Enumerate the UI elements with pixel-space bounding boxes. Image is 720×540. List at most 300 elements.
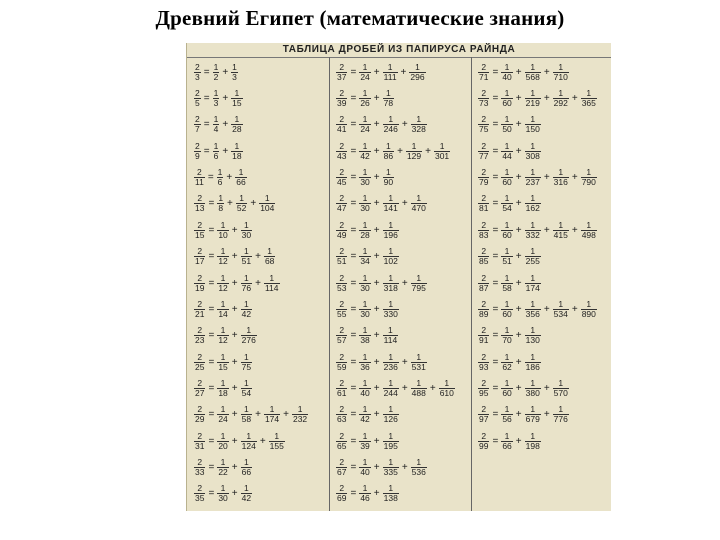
numerator: 1: [504, 246, 510, 257]
denominator: 24: [218, 414, 228, 425]
unit-fraction: [241, 432, 257, 451]
numerator: 1: [362, 167, 368, 178]
unit-fraction: [501, 353, 512, 372]
fraction-row: [477, 428, 611, 454]
fraction-row: [335, 454, 473, 480]
denominator: 56: [502, 414, 512, 425]
equals-sign: =: [350, 303, 357, 315]
equals-sign: =: [492, 145, 499, 157]
numerator: 1: [530, 140, 536, 151]
unit-fraction: [231, 142, 242, 161]
numerator: 1: [530, 219, 536, 230]
denominator: 30: [241, 229, 252, 240]
plus-sign: +: [515, 277, 522, 289]
numerator: 1: [362, 140, 368, 151]
denominator: 568: [525, 71, 540, 82]
plus-sign: +: [515, 172, 522, 184]
numerator: 2: [197, 272, 203, 283]
fraction-row: [193, 270, 331, 296]
plus-sign: +: [373, 382, 380, 394]
plus-sign: +: [222, 66, 229, 78]
unit-fraction: [269, 432, 285, 451]
plus-sign: +: [401, 356, 408, 368]
fraction-row: [335, 296, 473, 322]
numerator: 2: [339, 114, 345, 125]
fraction-lhs: [478, 405, 489, 424]
numerator: 1: [416, 351, 422, 362]
equals-sign: =: [208, 303, 215, 315]
fraction-row: [477, 323, 611, 349]
unit-fraction: [525, 379, 541, 398]
numerator: 1: [530, 88, 536, 99]
numerator: 1: [504, 88, 510, 99]
denominator: 29: [195, 414, 205, 425]
denominator: 3: [232, 71, 237, 82]
fraction-lhs: [194, 89, 201, 108]
numerator: 2: [195, 88, 200, 99]
fraction-lhs: [194, 405, 205, 424]
denominator: 44: [502, 150, 512, 161]
table-heading: ТАБЛИЦА ДРОБЕЙ ИЗ ПАПИРУСА РАЙНДА: [282, 44, 516, 55]
unit-fraction: [359, 115, 370, 134]
fraction-row: [477, 138, 611, 164]
plus-sign: +: [231, 251, 238, 263]
fraction-lhs: [194, 142, 201, 161]
plus-sign: +: [231, 488, 238, 500]
numerator: 1: [586, 298, 592, 309]
denominator: 86: [383, 150, 394, 161]
fraction-lhs: [478, 63, 489, 82]
plus-sign: +: [543, 303, 550, 315]
plus-sign: +: [515, 251, 522, 263]
denominator: 488: [411, 387, 426, 398]
denominator: 57: [337, 335, 347, 346]
fraction-row: [335, 375, 473, 401]
unit-fraction: [525, 432, 541, 451]
numerator: 1: [388, 193, 394, 204]
fraction-lhs: [336, 353, 347, 372]
numerator: 1: [362, 272, 368, 283]
plus-sign: +: [401, 382, 408, 394]
fraction-lhs: [336, 115, 347, 134]
empty-row: [477, 481, 611, 507]
equals-sign: =: [203, 145, 210, 157]
numerator: 2: [197, 351, 203, 362]
denominator: 41: [337, 124, 347, 135]
unit-fraction: [213, 89, 220, 108]
numerator: 1: [362, 351, 368, 362]
unit-fraction: [525, 300, 541, 319]
plus-sign: +: [373, 119, 380, 131]
numerator: 2: [339, 272, 345, 283]
numerator: 1: [362, 404, 368, 415]
fraction-row: [335, 481, 473, 507]
fraction-row: [193, 85, 331, 111]
fraction-row: [335, 244, 473, 270]
denominator: 15: [218, 361, 228, 372]
equals-sign: =: [492, 330, 499, 342]
denominator: 60: [502, 98, 512, 109]
plus-sign: +: [255, 409, 261, 421]
denominator: 219: [525, 98, 540, 109]
plus-sign: +: [373, 356, 380, 368]
unit-fraction: [217, 379, 228, 398]
fraction-row: [193, 112, 331, 138]
denominator: 37: [337, 71, 347, 82]
numerator: 1: [213, 140, 219, 151]
unit-fraction: [359, 168, 370, 187]
numerator: 1: [558, 219, 564, 230]
unit-fraction: [217, 432, 228, 451]
denominator: 21: [195, 308, 205, 319]
denominator: 70: [502, 335, 512, 346]
numerator: 1: [220, 377, 226, 388]
denominator: 27: [195, 387, 205, 398]
unit-fraction: [411, 379, 427, 398]
numerator: 1: [558, 404, 564, 415]
denominator: 186: [525, 361, 540, 372]
denominator: 5: [195, 98, 200, 109]
unit-fraction: [241, 353, 252, 372]
fraction-row: [193, 349, 331, 375]
numerator: 2: [197, 167, 202, 178]
fraction-lhs: [478, 300, 489, 319]
equals-sign: =: [208, 488, 215, 500]
unit-fraction: [236, 194, 247, 213]
numerator: 1: [264, 193, 270, 204]
denominator: 68: [264, 256, 275, 267]
fraction-row: [335, 85, 473, 111]
unit-fraction: [501, 115, 512, 134]
numerator: 1: [586, 88, 592, 99]
fraction-lhs: [336, 432, 347, 451]
plus-sign: +: [250, 198, 257, 210]
unit-fraction: [383, 458, 399, 477]
denominator: 90: [383, 177, 394, 188]
equals-sign: =: [208, 356, 215, 368]
numerator: 2: [339, 61, 345, 72]
denominator: 30: [360, 177, 370, 188]
unit-fraction: [411, 274, 427, 293]
fraction-column-2: [335, 59, 473, 507]
unit-fraction: [292, 405, 308, 424]
plus-sign: +: [227, 198, 233, 210]
unit-fraction: [259, 194, 275, 213]
numerator: 1: [269, 404, 275, 415]
numerator: 2: [339, 377, 345, 388]
unit-fraction: [231, 89, 242, 108]
fraction-row: [193, 323, 331, 349]
numerator: 1: [504, 377, 510, 388]
plus-sign: +: [231, 382, 238, 394]
denominator: 75: [479, 124, 489, 135]
numerator: 2: [195, 61, 200, 72]
fraction-lhs: [194, 300, 205, 319]
plus-sign: +: [515, 119, 522, 131]
denominator: 73: [479, 98, 489, 109]
equals-sign: =: [350, 409, 357, 421]
unit-fraction: [241, 247, 252, 266]
equals-sign: =: [208, 330, 215, 342]
numerator: 2: [481, 167, 487, 178]
equals-sign: =: [492, 198, 499, 210]
fraction-row: [335, 402, 473, 428]
denominator: 4: [213, 124, 219, 135]
unit-fraction: [359, 142, 370, 161]
denominator: 50: [502, 124, 512, 135]
numerator: 2: [481, 325, 487, 336]
equals-sign: =: [208, 224, 215, 236]
denominator: 87: [479, 282, 489, 293]
fraction-lhs: [336, 89, 347, 108]
unit-fraction: [501, 405, 512, 424]
equals-sign: =: [350, 198, 357, 210]
denominator: 114: [383, 335, 398, 346]
unit-fraction: [501, 168, 512, 187]
unit-fraction: [359, 379, 370, 398]
unit-fraction: [359, 300, 370, 319]
numerator: 2: [339, 193, 345, 204]
denominator: 66: [236, 177, 246, 188]
denominator: 679: [525, 414, 540, 425]
numerator: 2: [339, 246, 345, 257]
numerator: 1: [362, 298, 368, 309]
numerator: 1: [274, 430, 280, 441]
unit-fraction: [383, 353, 399, 372]
denominator: 470: [411, 203, 426, 214]
unit-fraction: [359, 405, 370, 424]
numerator: 1: [220, 457, 226, 468]
numerator: 2: [339, 167, 345, 178]
denominator: 61: [337, 387, 347, 398]
fraction-row: [335, 164, 473, 190]
numerator: 1: [234, 114, 240, 125]
plus-sign: +: [259, 435, 266, 447]
plus-sign: +: [515, 330, 522, 342]
fraction-lhs: [478, 379, 489, 398]
denominator: 35: [195, 493, 205, 504]
fraction-row: [193, 217, 331, 243]
numerator: 1: [530, 377, 536, 388]
equals-sign: =: [350, 66, 357, 78]
plus-sign: +: [515, 66, 522, 78]
numerator: 1: [243, 404, 249, 415]
numerator: 1: [416, 457, 422, 468]
unit-fraction: [241, 405, 252, 424]
unit-fraction: [501, 89, 512, 108]
fraction-row: [193, 59, 331, 85]
numerator: 1: [234, 88, 240, 99]
numerator: 1: [243, 246, 249, 257]
numerator: 1: [558, 377, 564, 388]
unit-fraction: [264, 247, 275, 266]
numerator: 1: [243, 377, 249, 388]
fraction-lhs: [194, 247, 205, 266]
unit-fraction: [359, 89, 370, 108]
unit-fraction: [217, 221, 228, 240]
unit-fraction: [383, 115, 399, 134]
plus-sign: +: [543, 382, 550, 394]
denominator: 45: [337, 177, 347, 188]
denominator: 795: [411, 282, 426, 293]
fraction-lhs: [478, 353, 489, 372]
numerator: 2: [339, 88, 345, 99]
plus-sign: +: [231, 224, 238, 236]
denominator: 15: [195, 229, 205, 240]
denominator: 58: [502, 282, 512, 293]
fraction-lhs: [478, 326, 489, 345]
denominator: 335: [383, 467, 398, 478]
numerator: 1: [246, 325, 252, 336]
denominator: 51: [337, 256, 347, 267]
numerator: 1: [388, 114, 394, 125]
fraction-lhs: [194, 274, 205, 293]
denominator: 570: [553, 387, 568, 398]
plus-sign: +: [373, 66, 380, 78]
numerator: 1: [362, 377, 368, 388]
numerator: 1: [504, 140, 510, 151]
unit-fraction: [235, 168, 246, 187]
denominator: 890: [581, 308, 596, 319]
denominator: 99: [479, 440, 489, 451]
unit-fraction: [411, 194, 427, 213]
fraction-lhs: [336, 326, 347, 345]
numerator: 2: [481, 193, 487, 204]
fraction-lhs: [336, 247, 347, 266]
unit-fraction: [383, 142, 394, 161]
plus-sign: +: [373, 488, 380, 500]
unit-fraction: [434, 142, 450, 161]
equals-sign: =: [350, 93, 357, 105]
denominator: 332: [525, 229, 540, 240]
plus-sign: +: [231, 277, 238, 289]
plus-sign: +: [543, 224, 550, 236]
denominator: 51: [502, 256, 512, 267]
numerator: 1: [243, 351, 249, 362]
numerator: 1: [388, 351, 394, 362]
numerator: 1: [504, 219, 510, 230]
fraction-lhs: [478, 221, 489, 240]
unit-fraction: [501, 379, 512, 398]
denominator: 49: [337, 229, 347, 240]
numerator: 1: [444, 377, 450, 388]
unit-fraction: [553, 405, 569, 424]
numerator: 1: [220, 351, 226, 362]
unit-fraction: [411, 458, 427, 477]
numerator: 1: [269, 272, 275, 283]
equals-sign: =: [208, 435, 215, 447]
numerator: 1: [243, 298, 249, 309]
plus-sign: +: [571, 224, 578, 236]
unit-fraction: [501, 432, 512, 451]
fraction-lhs: [336, 221, 347, 240]
denominator: 30: [360, 203, 370, 214]
denominator: 196: [383, 229, 398, 240]
denominator: 75: [241, 361, 252, 372]
numerator: 1: [558, 88, 564, 99]
numerator: 1: [530, 298, 536, 309]
denominator: 162: [525, 203, 540, 214]
denominator: 53: [337, 282, 347, 293]
plus-sign: +: [515, 356, 522, 368]
denominator: 195: [383, 440, 398, 451]
plus-sign: +: [515, 435, 522, 447]
denominator: 15: [232, 98, 242, 109]
numerator: 1: [220, 483, 226, 494]
unit-fraction: [383, 247, 399, 266]
equals-sign: =: [492, 435, 499, 447]
denominator: 129: [406, 150, 422, 161]
denominator: 20: [218, 440, 228, 451]
denominator: 380: [525, 387, 540, 398]
plus-sign: +: [515, 303, 522, 315]
numerator: 1: [362, 61, 368, 72]
unit-fraction: [553, 221, 569, 240]
denominator: 415: [553, 229, 568, 240]
numerator: 2: [481, 404, 487, 415]
numerator: 1: [220, 430, 226, 441]
denominator: 296: [410, 71, 425, 82]
unit-fraction: [217, 484, 228, 503]
numerator: 1: [220, 404, 226, 415]
fraction-row: [335, 349, 473, 375]
equals-sign: =: [203, 119, 210, 131]
numerator: 1: [362, 457, 368, 468]
unit-fraction: [406, 142, 422, 161]
numerator: 1: [362, 430, 368, 441]
denominator: 8: [218, 203, 224, 214]
fraction-row: [477, 402, 611, 428]
equals-sign: =: [350, 277, 357, 289]
denominator: 11: [195, 177, 204, 188]
unit-fraction: [217, 274, 228, 293]
fraction-row: [477, 191, 611, 217]
denominator: 42: [241, 308, 252, 319]
denominator: 776: [553, 414, 568, 425]
unit-fraction: [383, 484, 399, 503]
numerator: 2: [197, 457, 203, 468]
equals-sign: =: [350, 462, 357, 474]
numerator: 2: [197, 483, 203, 494]
unit-fraction: [383, 326, 399, 345]
unit-fraction: [501, 63, 512, 82]
unit-fraction: [359, 353, 370, 372]
equals-sign: =: [492, 172, 499, 184]
unit-fraction: [383, 221, 399, 240]
unit-fraction: [264, 274, 280, 293]
denominator: 174: [525, 282, 540, 293]
numerator: 2: [195, 140, 200, 151]
numerator: 1: [297, 404, 303, 415]
unit-fraction: [217, 353, 228, 372]
fraction-row: [193, 244, 331, 270]
unit-fraction: [383, 63, 398, 82]
numerator: 2: [195, 114, 200, 125]
numerator: 2: [197, 219, 203, 230]
empty-row: [477, 454, 611, 480]
denominator: 308: [525, 150, 540, 161]
numerator: 1: [558, 61, 564, 72]
numerator: 1: [416, 193, 422, 204]
denominator: 130: [525, 335, 540, 346]
numerator: 1: [504, 325, 510, 336]
denominator: 790: [581, 177, 596, 188]
numerator: 1: [530, 114, 536, 125]
denominator: 9: [195, 150, 200, 161]
denominator: 60: [502, 387, 512, 398]
numerator: 2: [197, 430, 203, 441]
equals-sign: =: [208, 251, 215, 263]
